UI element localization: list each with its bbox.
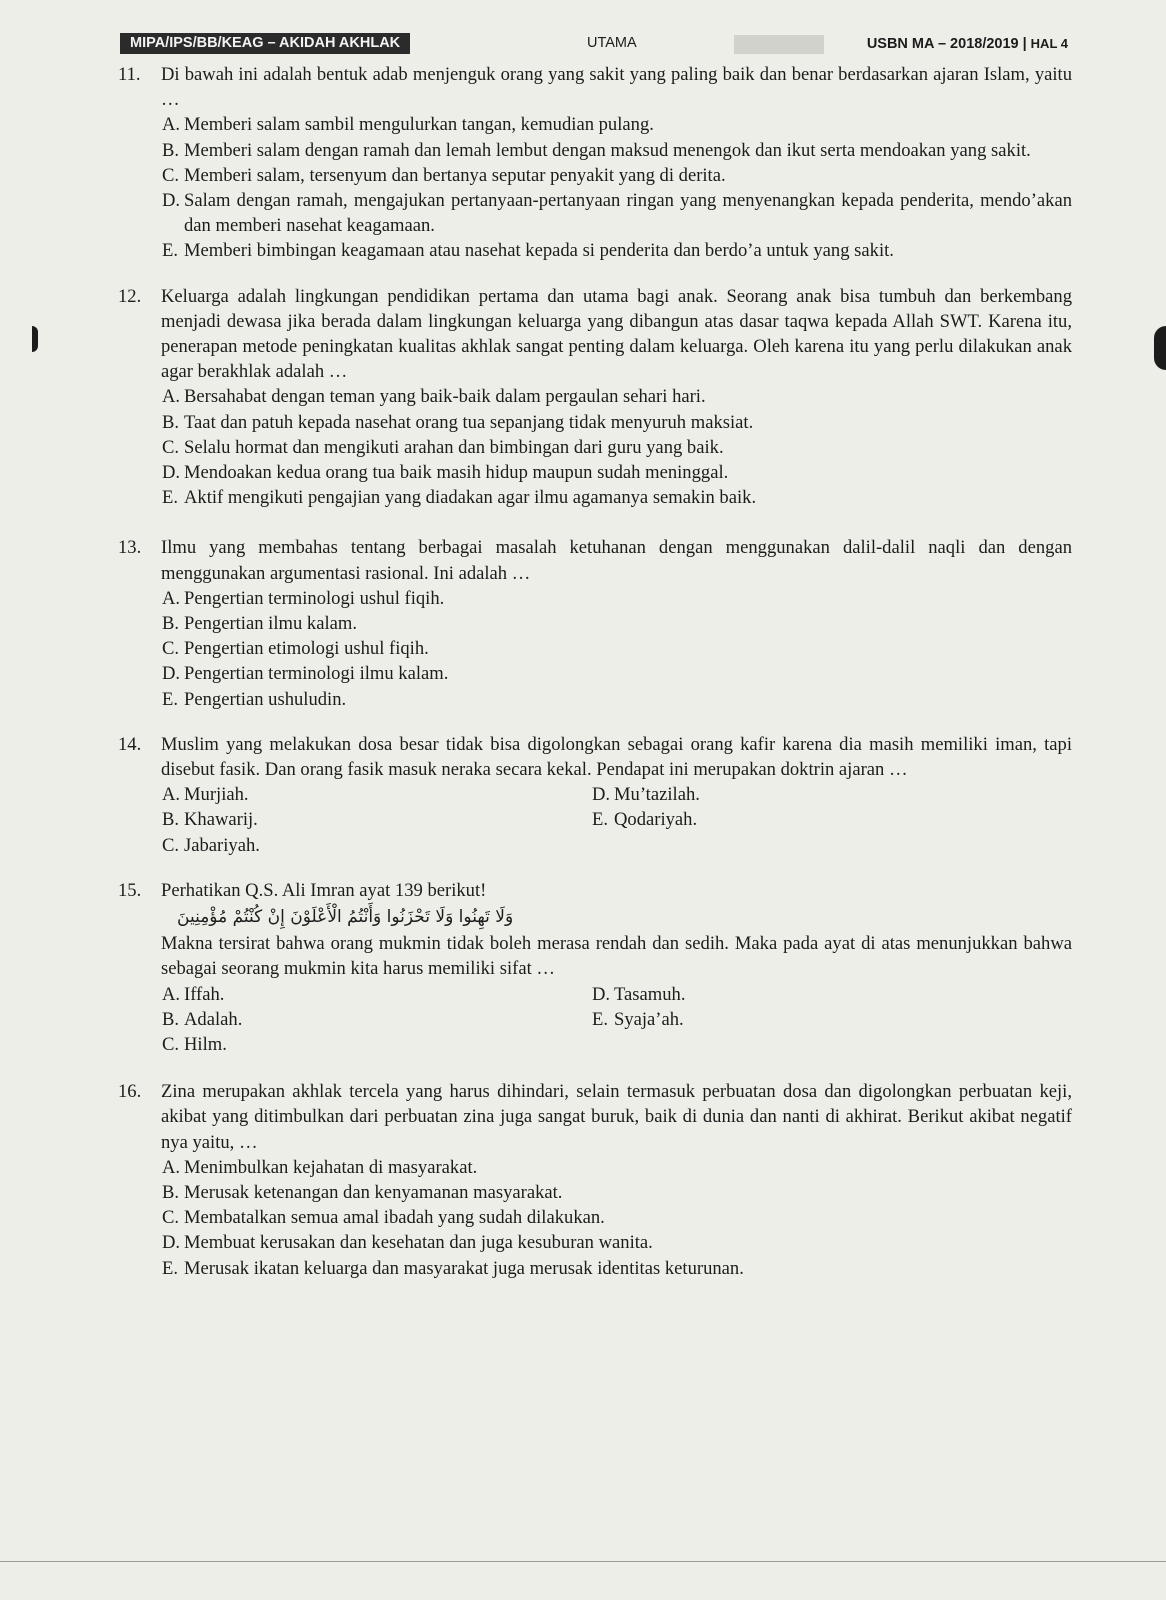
option-text: Hilm.	[184, 1033, 227, 1055]
page-number: HAL 4	[1030, 36, 1068, 51]
option-text: Memberi salam, tersenyum dan bertanya seputar penyakit yang di derita.	[184, 164, 726, 186]
option-text: Pengertian terminologi ushul fiqih.	[184, 587, 445, 609]
option-letter: E.	[162, 240, 179, 262]
option-text: Tasamuh.	[614, 983, 686, 1005]
option-a	[161, 782, 591, 807]
option-letter: C.	[162, 1033, 180, 1055]
option-letter: B.	[162, 1181, 180, 1203]
question-body	[161, 284, 1072, 511]
option-d	[161, 1230, 1072, 1255]
option-b	[161, 611, 1072, 636]
option-e	[161, 687, 1072, 712]
option-letter: B.	[162, 411, 180, 433]
option-letter: B.	[162, 809, 180, 831]
option-text: Memberi salam dengan ramah dan lemah lembut dengan maksud menengok dan ikut serta mendoakan yang sakit.	[184, 139, 1031, 161]
option-d	[591, 982, 1021, 1007]
option-letter: C.	[162, 164, 180, 186]
question-13	[118, 535, 1072, 711]
option-letter: E.	[592, 1008, 609, 1030]
option-letter: D.	[162, 1232, 181, 1254]
option-letter: A.	[162, 784, 181, 806]
option-c	[161, 636, 1072, 661]
option-text: Khawarij.	[184, 809, 258, 831]
option-letter: D.	[162, 462, 181, 484]
question-15	[118, 878, 1072, 1057]
option-letter: C.	[162, 638, 180, 660]
question-body	[161, 1079, 1072, 1281]
option-d	[161, 188, 1072, 238]
option-e	[161, 238, 1072, 263]
question-stem: Muslim yang melakukan dosa besar tidak bisa digolongkan sebagai orang kafir karena dia masih memiliki iman, tapi disebut fasik. Dan orang fasik masuk neraka secara kekal. Pendapat ini merupakan doktrin ajaran …	[161, 733, 1072, 781]
option-b	[161, 1180, 1072, 1205]
page-bottom-edge	[0, 1561, 1166, 1562]
option-b	[161, 807, 591, 832]
question-stem-continued: Makna tersirat bahwa orang mukmin tidak boleh merasa rendah dan sedih. Maka pada ayat di atas menunjukkan bahwa sebagai seorang mukmin kita harus memiliki sifat …	[161, 933, 1072, 980]
option-b	[161, 1007, 591, 1032]
bleed-through-box	[734, 35, 824, 54]
question-stem: Keluarga adalah lingkungan pendidikan pertama dan utama bagi anak. Seorang anak bisa tumbuh dan berkembang menjadi dewasa jika berada dalam lingkungan keluarga yang dibangun atas dasar taqwa kepada Allah SWT. Karena itu, penerapan metode peningkatan kualitas akhlak sangat penting dalam keluarga. Oleh karena itu yang perlu dilakukan anak agar berakhlak adalah …	[161, 285, 1072, 383]
question-stem: Ilmu yang membahas tentang berbagai masalah ketuhanan dengan menggunakan dalil-dalil naqli dan dengan menggunakan argumentasi rasional. Ini adalah …	[161, 537, 1072, 584]
option-e	[161, 1256, 1072, 1281]
question-list	[118, 62, 1072, 1281]
question-number: 11.	[118, 64, 141, 85]
punch-hole-left	[32, 326, 38, 352]
option-text: Pengertian ushuludin.	[184, 688, 347, 710]
header-center: UTAMA	[587, 35, 637, 51]
option-grid	[161, 982, 1072, 1058]
option-text: Adalah.	[184, 1008, 243, 1030]
question-number: 16.	[118, 1081, 142, 1103]
option-text: Menimbulkan kejahatan di masyarakat.	[184, 1156, 478, 1178]
option-letter: D.	[592, 983, 611, 1005]
option-letter: C.	[162, 436, 180, 458]
option-text: Pengertian ilmu kalam.	[184, 613, 357, 635]
option-letter: B.	[162, 139, 180, 161]
option-text: Merusak ketenangan dan kenyamanan masyarakat.	[184, 1181, 563, 1203]
option-letter: A.	[162, 983, 181, 1005]
option-c	[161, 163, 1072, 188]
option-text: Merusak ikatan keluarga dan masyarakat juga merusak identitas keturunan.	[184, 1257, 744, 1279]
option-grid	[161, 782, 1072, 858]
option-a	[161, 982, 591, 1007]
question-body	[161, 62, 1072, 264]
option-a	[161, 1155, 1072, 1180]
question-body	[161, 535, 1072, 711]
option-a	[161, 384, 1072, 409]
question-stem: Zina merupakan akhlak tercela yang harus dihindari, selain termasuk perbuatan dosa dan digolongkan perbuatan keji, akibat yang ditimbulkan dari perbuatan zina juga sangat buruk, baik di dunia dan nanti di akhirat. Berikut akibat negatif nya yaitu, …	[161, 1081, 1072, 1153]
question-12	[118, 284, 1072, 511]
option-text: Salam dengan ramah, mengajukan pertanyaan-pertanyaan ringan yang menyenangkan kepada penderita, mendo’akan dan memberi nasehat keagamaan.	[184, 190, 1072, 237]
option-b	[161, 138, 1072, 163]
option-letter: D.	[592, 784, 611, 806]
option-text: Memberi bimbingan keagamaan atau nasehat kepada si penderita dan berdo’a untuk yang sakit.	[184, 240, 894, 262]
option-letter: C.	[162, 1207, 180, 1229]
option-letter: A.	[162, 1156, 181, 1178]
option-text: Murjiah.	[184, 784, 249, 806]
option-c	[161, 833, 591, 858]
option-e	[591, 807, 1021, 832]
punch-hole-right	[1154, 326, 1166, 370]
option-letter: A.	[162, 386, 181, 408]
option-c	[161, 1205, 1072, 1230]
option-text: Qodariyah.	[614, 809, 698, 831]
option-text: Mu’tazilah.	[614, 784, 700, 806]
option-text: Iffah.	[184, 983, 225, 1005]
option-text: Jabariyah.	[184, 834, 260, 856]
question-number: 15.	[118, 879, 142, 901]
page-header	[120, 33, 1070, 55]
quran-verse: وَلَا تَهِنُوا وَلَا تَحْزَنُوا وَأَنْتُمُ الْأَعْلَوْنَ إِنْ كُنْتُمْ مُؤْمِنِينَ	[177, 907, 514, 928]
question-16	[118, 1079, 1072, 1281]
subject-tag: MIPA/IPS/BB/KEAG – AKIDAH AKHLAK	[120, 33, 410, 54]
question-14	[118, 732, 1072, 858]
option-d	[161, 661, 1072, 686]
option-text: Membatalkan semua amal ibadah yang sudah dilakukan.	[184, 1207, 605, 1229]
question-number: 12.	[118, 285, 142, 307]
option-text: Mendoakan kedua orang tua baik masih hidup maupun sudah meninggal.	[184, 462, 729, 484]
option-text: Syaja’ah.	[614, 1008, 684, 1030]
option-letter: D.	[162, 663, 181, 685]
option-letter: A.	[162, 114, 181, 136]
option-e	[161, 485, 1072, 510]
option-text: Membuat kerusakan dan kesehatan dan juga kesuburan wanita.	[184, 1232, 653, 1254]
question-11	[118, 62, 1072, 264]
option-a	[161, 112, 1072, 137]
question-number: 13.	[118, 537, 142, 559]
option-letter: D.	[162, 190, 181, 212]
option-letter: E.	[592, 809, 609, 831]
option-a	[161, 586, 1072, 611]
question-body	[161, 732, 1072, 858]
option-text: Taat dan patuh kepada nasehat orang tua sepanjang tidak menyuruh maksiat.	[184, 411, 754, 433]
option-letter: B.	[162, 1008, 180, 1030]
option-letter: E.	[162, 688, 179, 710]
option-e	[591, 1007, 1021, 1032]
question-number: 14.	[118, 733, 142, 755]
option-letter: A.	[162, 587, 181, 609]
option-letter: E.	[162, 487, 179, 509]
option-text: Aktif mengikuti pengajian yang diadakan agar ilmu agamanya semakin baik.	[184, 487, 757, 509]
option-letter: C.	[162, 834, 180, 856]
option-text: Pengertian terminologi ilmu kalam.	[184, 663, 449, 685]
option-letter: E.	[162, 1257, 179, 1279]
question-stem: Perhatikan Q.S. Ali Imran ayat 139 berikut!	[161, 879, 487, 901]
question-stem: Di bawah ini adalah bentuk adab menjenguk orang yang sakit yang paling baik dan benar berdasarkan ajaran Islam, yaitu …	[161, 64, 1072, 111]
option-text: Memberi salam sambil mengulurkan tangan, kemudian pulang.	[184, 114, 654, 136]
option-letter: B.	[162, 613, 180, 635]
option-d	[161, 460, 1072, 485]
option-c	[161, 435, 1072, 460]
exam-title: USBN MA – 2018/2019	[866, 36, 1019, 52]
option-b	[161, 410, 1072, 435]
option-d	[591, 782, 1021, 807]
header-right	[867, 33, 1068, 55]
option-c	[161, 1032, 591, 1057]
option-text: Bersahabat dengan teman yang baik-baik dalam pergaulan sehari hari.	[184, 386, 706, 408]
question-body	[161, 878, 1072, 1057]
option-text: Pengertian etimologi ushul fiqih.	[184, 638, 429, 660]
header-separator: |	[1022, 36, 1027, 52]
option-text: Selalu hormat dan mengikuti arahan dan bimbingan dari guru yang baik.	[184, 436, 724, 458]
